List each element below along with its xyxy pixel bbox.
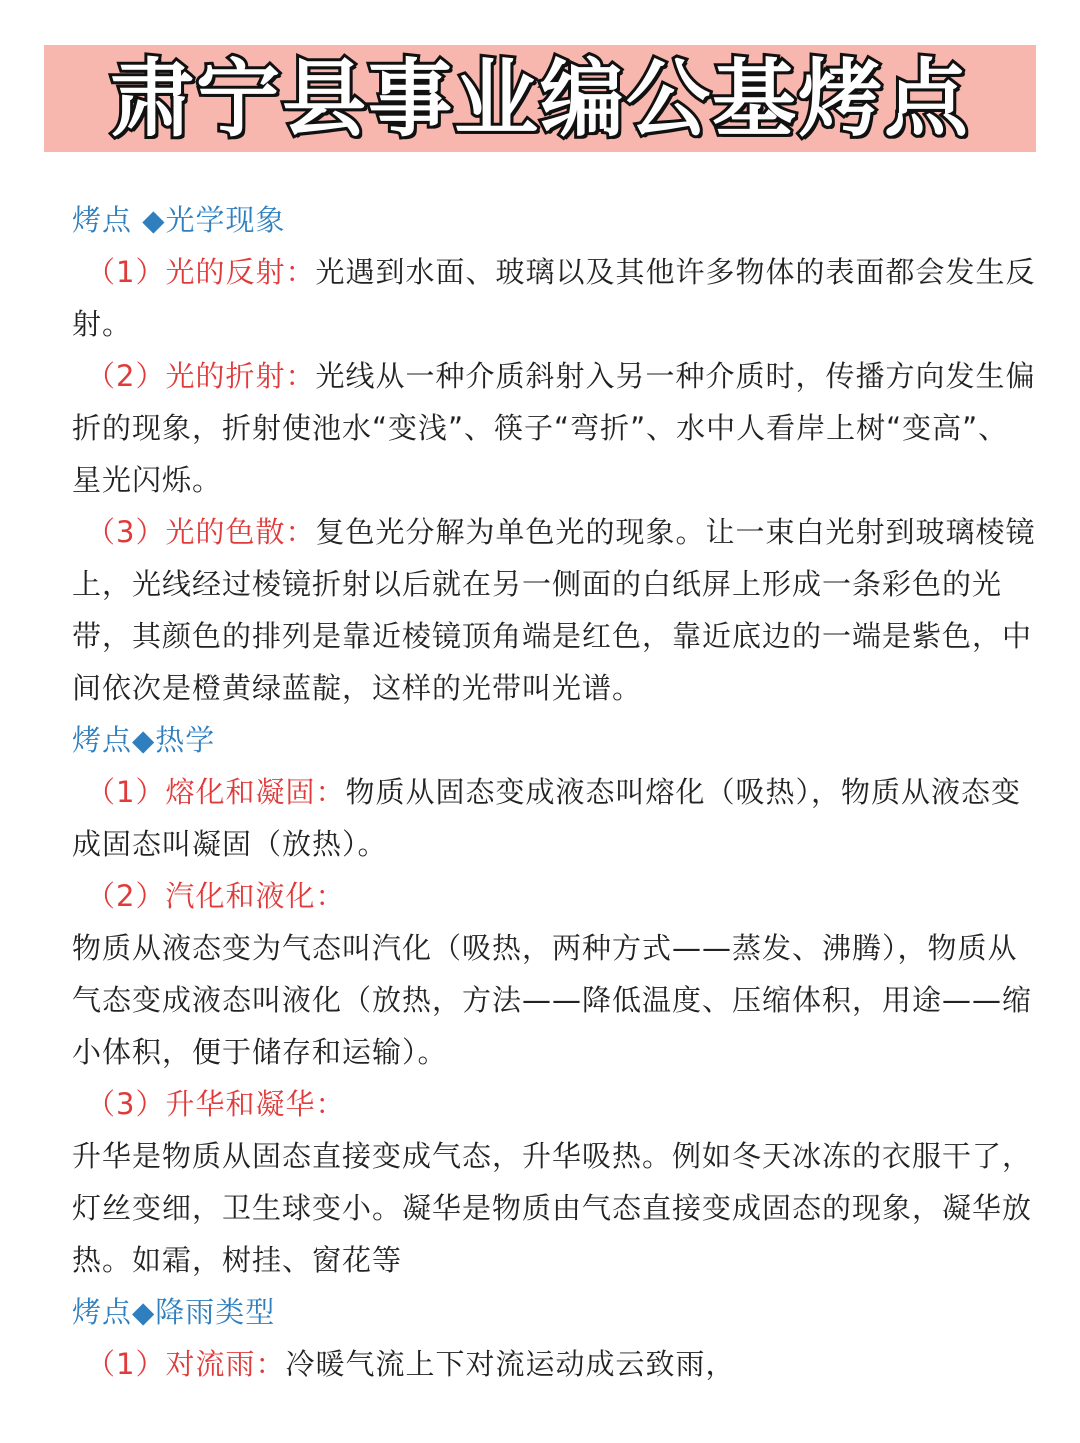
title-banner	[44, 45, 1036, 152]
article-body	[72, 194, 1037, 1390]
item-text-sublimation: 升华是物质从固态直接变成气态，升华吸热。例如冬天冰冻的衣服干了，灯丝变细，卫生球变小。凝华是物质由气态直接变成固态的现象，凝华放热。如霜，树挂、窗花等	[72, 1139, 1033, 1277]
item-text: 物质从固态变成液态叫熔化（吸热），物质从液态变成固态叫凝固（放热）。	[72, 775, 1021, 861]
item-label-sublimation: （3）升华和凝华：	[86, 1087, 346, 1121]
item-reflection	[72, 246, 1037, 350]
item-refraction	[72, 350, 1037, 506]
section-heading-thermal: 烤点◆热学	[72, 723, 216, 757]
item-label-vaporization: （2）汽化和液化：	[86, 879, 346, 913]
item-label: （2）光的折射：	[86, 359, 316, 393]
item-text: 光线从一种介质斜射入另一种介质时，传播方向发生偏折的现象，折射使池水“变浅”、筷子“弯折”、水中人看岸上树“变高”、星光闪烁。	[72, 359, 1036, 497]
item-label: （3）光的色散：	[86, 515, 316, 549]
item-text: 冷暖气流上下对流运动成云致雨，	[285, 1347, 736, 1381]
item-label: （1）对流雨：	[86, 1347, 286, 1381]
item-text: 光遇到水面、玻璃以及其他许多物体的表面都会发生反射。	[72, 255, 1036, 341]
item-label: （1）光的反射：	[86, 255, 316, 289]
section-heading-optics: 烤点 ◆光学现象	[72, 203, 286, 237]
section-heading-rain: 烤点◆降雨类型	[72, 1295, 276, 1329]
item-dispersion	[72, 506, 1037, 714]
item-convective-rain	[72, 1338, 1037, 1390]
item-text-vaporization: 物质从液态变为气态叫汽化（吸热，两种方式——蒸发、沸腾），物质从气态变成液态叫液化（放热，方法——降低温度、压缩体积，用途——缩小体积，便于储存和运输）。	[72, 931, 1033, 1069]
item-melting	[72, 766, 1037, 870]
item-text: 复色光分解为单色光的现象。让一束白光射到玻璃棱镜上，光线经过棱镜折射以后就在另一侧面的白纸屏上形成一条彩色的光带，其颜色的排列是靠近棱镜顶角端是红色，靠近底边的一端是紫色，中间依次是橙黄绿蓝靛，这样的光带叫光谱。	[72, 515, 1036, 705]
item-label: （1）熔化和凝固：	[86, 775, 346, 809]
page-title: 肃宁县事业编公基烤点	[109, 49, 970, 148]
